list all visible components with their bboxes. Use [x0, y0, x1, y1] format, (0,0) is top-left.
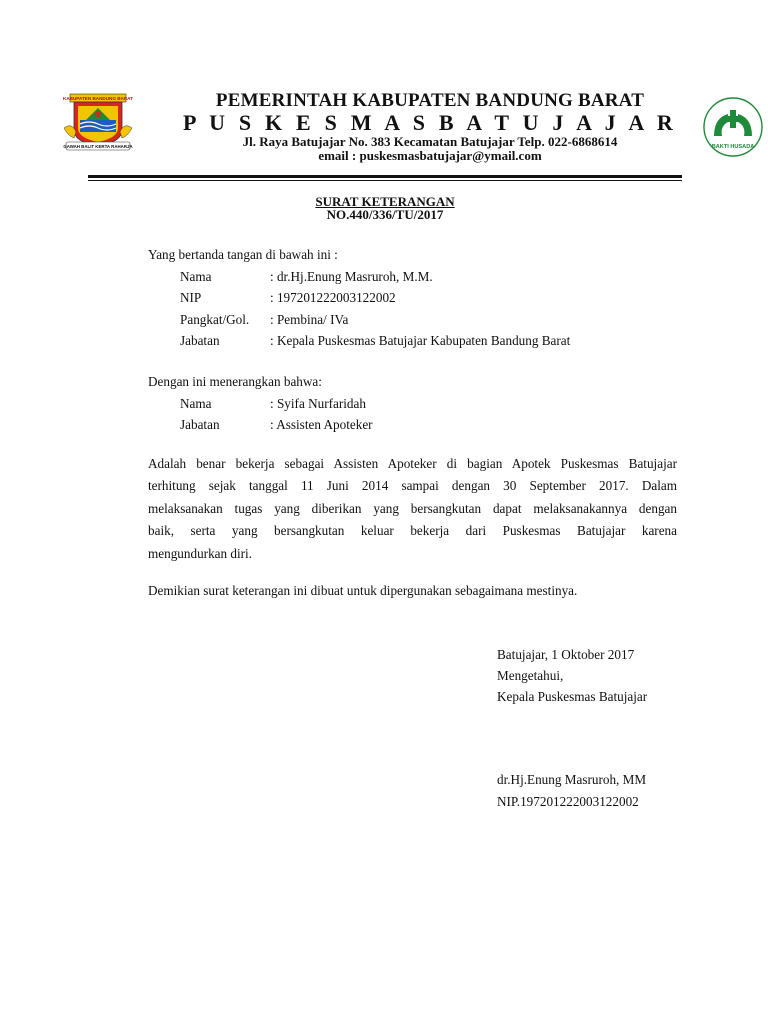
signer-value-name: : dr.Hj.Enung Masruroh, M.M.: [270, 269, 433, 284]
emblem-banner-text: KABUPATEN BANDUNG BARAT: [63, 96, 133, 102]
signer-label-name: Nama: [180, 269, 212, 284]
signature-position: Kepala Puskesmas Batujajar: [497, 689, 648, 704]
signature-place-date: Batujajar, 1 Oktober 2017: [497, 647, 635, 662]
signer-label-rank: Pangkat/Gol.: [180, 312, 250, 327]
letterhead-rule-thick: [88, 175, 682, 178]
bakti-husada-text: BAKTI HUSADA: [711, 144, 755, 150]
signature-name: dr.Hj.Enung Masruroh, MM: [497, 772, 647, 787]
subject-label-name: Nama: [180, 396, 212, 411]
closing-sentence: Demikian surat keterangan ini dibuat untuk dipergunakan sebagaimana mestinya.: [148, 583, 578, 598]
body-line: melaksanakan tugas yang diberikan yang bersangkutan dapat melaksanakannya dengan: [148, 500, 677, 516]
subject-value-position: : Assisten Apoteker: [270, 417, 373, 432]
signer-value-nip: : 197201222003122002: [270, 290, 396, 305]
subject-value-name: : Syifa Nurfaridah: [270, 396, 366, 411]
signer-intro: Yang bertanda tangan di bawah ini :: [148, 247, 338, 262]
signature-known-by: Mengetahui,: [497, 668, 564, 683]
letterhead-email: email : puskesmasbatujajar@ymail.com: [318, 148, 542, 163]
letter-number: NO.440/336/TU/2017: [326, 207, 444, 222]
body-line: Adalah benar bekerja sebagai Assisten Apoteker di bagian Apotek Puskesmas Batujajar: [148, 456, 677, 471]
signature-nip: NIP.197201222003122002: [497, 794, 639, 809]
body-line: baik, serta yang bersangkutan keluar bekerja dari Puskesmas Batujajar karena: [148, 523, 677, 539]
letterhead-institution: P U S K E S M A S B A T U J A J A R: [182, 110, 678, 135]
signer-label-position: Jabatan: [180, 333, 220, 348]
signer-label-nip: NIP: [180, 290, 202, 305]
emblem-motto-text: GAWAH BALIT KERTA RAHARJA: [63, 144, 133, 149]
subject-intro: Dengan ini menerangkan bahwa:: [148, 374, 322, 389]
body-line: mengundurkan diri.: [148, 545, 253, 561]
body-paragraph: [148, 453, 677, 565]
letterhead-government: PEMERINTAH KABUPATEN BANDUNG BARAT: [215, 90, 645, 111]
letter-title: SURAT KETERANGAN: [315, 194, 455, 209]
signer-value-position: : Kepala Puskesmas Batujajar Kabupaten Bandung Barat: [270, 333, 571, 348]
subject-label-position: Jabatan: [180, 417, 220, 432]
body-line: terhitung sejak tanggal 11 Juni 2014 sampai dengan 30 September 2017. Dalam: [148, 478, 677, 494]
bakti-husada-logo: [702, 96, 764, 158]
letterhead-address: Jl. Raya Batujajar No. 383 Kecamatan Batujajar Telp. 022-6868614: [242, 134, 618, 149]
kabupaten-emblem-logo: [62, 92, 134, 154]
letterhead-rule-thin: [88, 180, 682, 181]
signer-value-rank: : Pembina/ IVa: [270, 312, 349, 327]
